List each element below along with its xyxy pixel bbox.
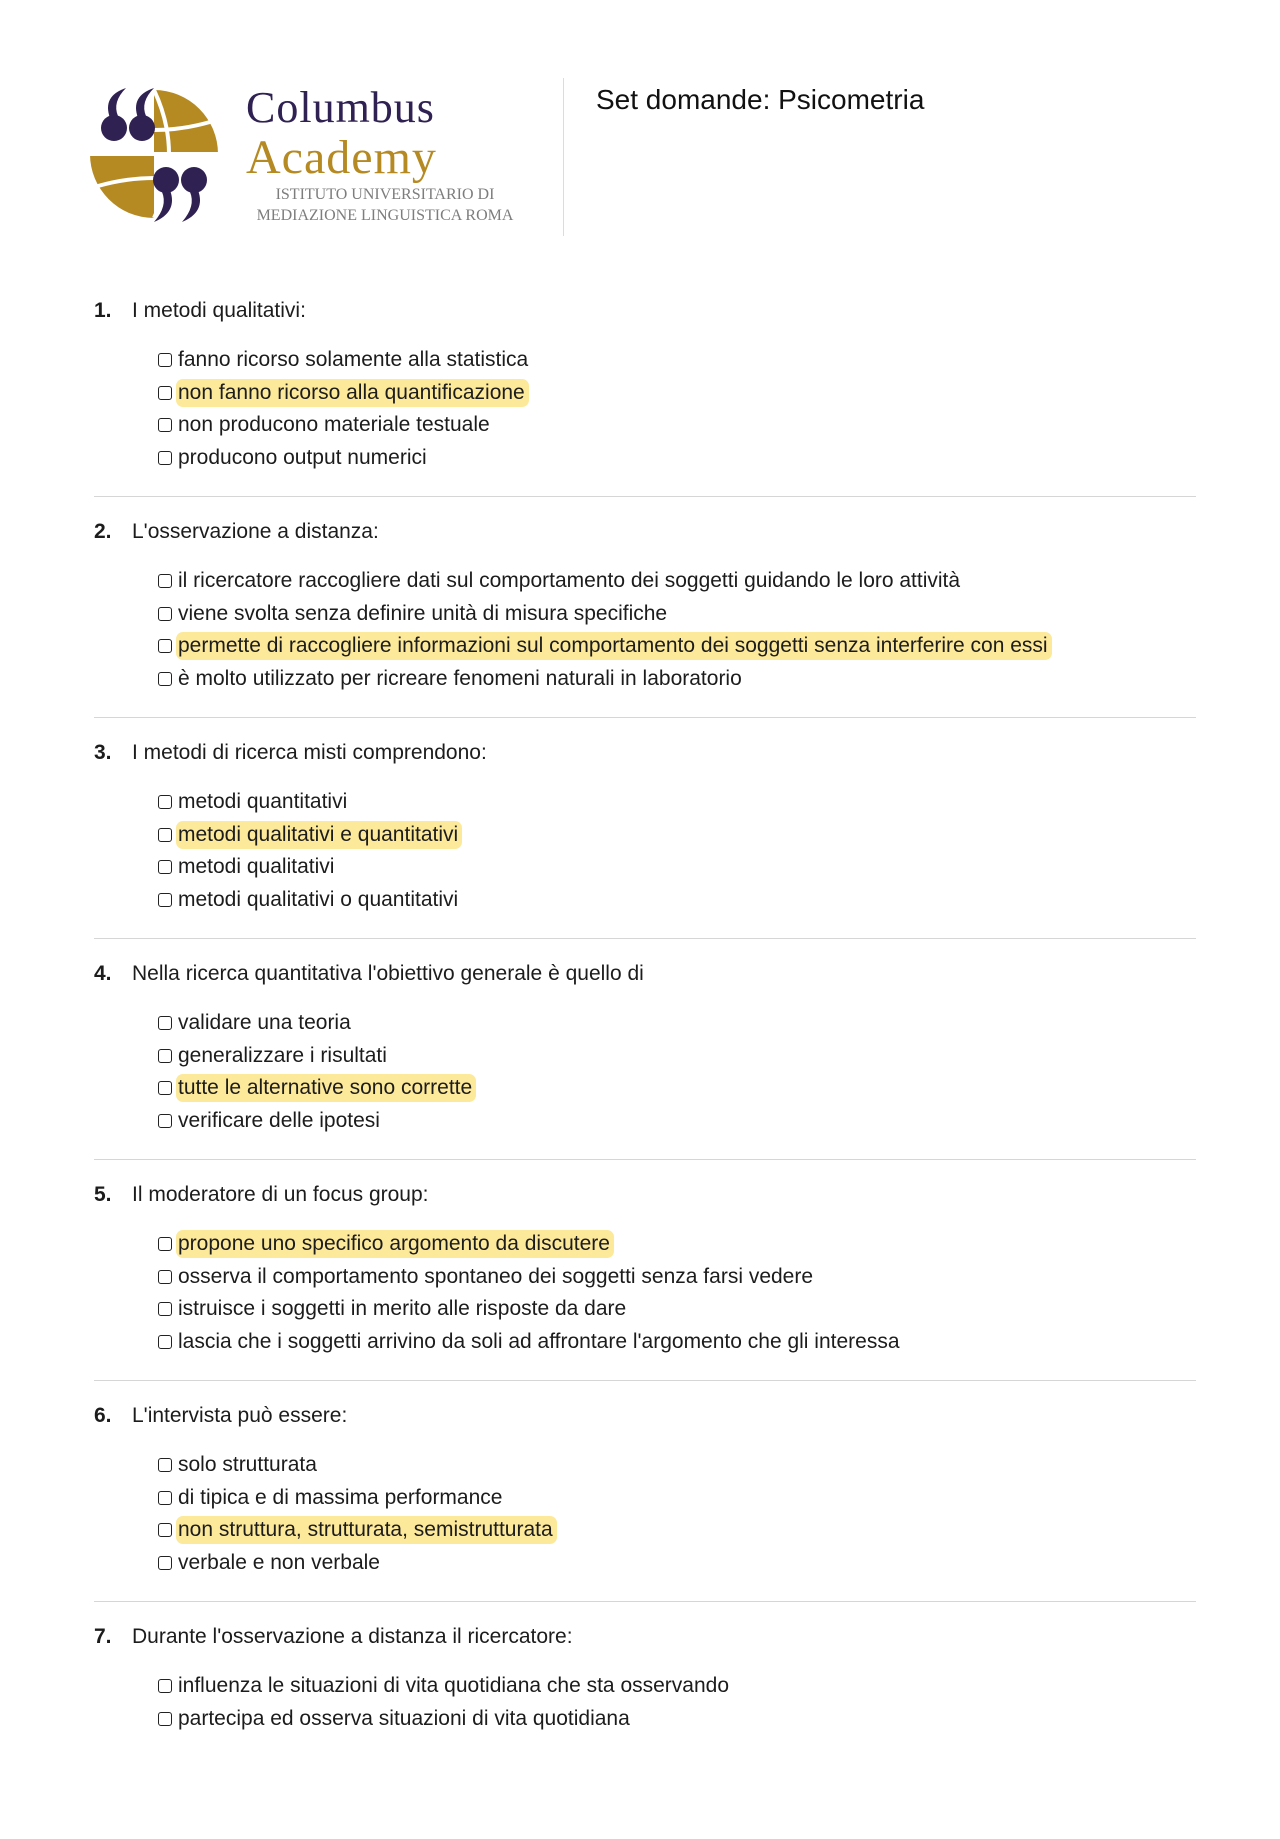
answer-option[interactable] bbox=[158, 819, 462, 852]
answer-option[interactable] bbox=[158, 1670, 733, 1703]
question-text: L'osservazione a distanza: bbox=[132, 520, 379, 543]
checkbox-icon[interactable] bbox=[158, 639, 172, 653]
question-heading bbox=[94, 296, 306, 326]
logo-subtitle-line1: ISTITUTO UNIVERSITARIO DI bbox=[275, 186, 495, 203]
logo-subtitle-line2: MEDIAZIONE LINGUISTICA ROMA bbox=[256, 207, 514, 224]
question-number: 4. bbox=[94, 962, 112, 985]
checkbox-icon[interactable] bbox=[158, 1523, 172, 1537]
checkbox-icon[interactable] bbox=[158, 1556, 172, 1570]
answer-option-text: il ricercatore raccogliere dati sul comportamento dei soggetti guidando le loro attività bbox=[178, 569, 961, 593]
question-separator bbox=[94, 1380, 1196, 1381]
checkbox-icon[interactable] bbox=[158, 828, 172, 842]
answer-option-text: partecipa ed osserva situazioni di vita quotidiana bbox=[178, 1706, 630, 1730]
answer-option-text-highlighted: permette di raccogliere informazioni sul comportamento dei soggetti senza interferire con essi bbox=[176, 632, 1052, 660]
question-number: 6. bbox=[94, 1404, 112, 1427]
answer-option-text-highlighted: metodi qualitativi e quantitativi bbox=[176, 821, 462, 849]
answer-option[interactable] bbox=[158, 851, 462, 884]
answer-option[interactable] bbox=[158, 1105, 476, 1138]
answer-option-text: lascia che i soggetti arrivino da soli ad affrontare l'argomento che gli interessa bbox=[178, 1329, 900, 1353]
checkbox-icon[interactable] bbox=[158, 860, 172, 874]
answer-option[interactable] bbox=[158, 598, 1052, 631]
question-list bbox=[94, 292, 1196, 1839]
checkbox-icon[interactable] bbox=[158, 386, 172, 400]
checkbox-icon[interactable] bbox=[158, 1016, 172, 1030]
answer-option-text: istruisce i soggetti in merito alle risposte da dare bbox=[178, 1297, 627, 1321]
checkbox-icon[interactable] bbox=[158, 672, 172, 686]
checkbox-icon[interactable] bbox=[158, 451, 172, 465]
checkbox-icon[interactable] bbox=[158, 418, 172, 432]
question-block bbox=[94, 1397, 1196, 1618]
checkbox-icon[interactable] bbox=[158, 1712, 172, 1726]
answer-option-text: validare una teoria bbox=[178, 1011, 351, 1035]
question-text: Durante l'osservazione a distanza il ricercatore: bbox=[132, 1625, 573, 1648]
header-divider bbox=[563, 78, 564, 236]
answer-option[interactable] bbox=[158, 663, 1052, 696]
answer-option[interactable] bbox=[158, 565, 1052, 598]
question-heading bbox=[94, 959, 644, 989]
answer-option-text-highlighted: non struttura, strutturata, semistrutturata bbox=[176, 1516, 557, 1544]
answer-option[interactable] bbox=[158, 1228, 904, 1261]
answer-option[interactable] bbox=[158, 409, 532, 442]
checkbox-icon[interactable] bbox=[158, 1302, 172, 1316]
page-title: Set domande: Psicometria bbox=[596, 84, 925, 115]
answer-option[interactable] bbox=[158, 630, 1052, 663]
answer-option-text: influenza le situazioni di vita quotidiana che sta osservando bbox=[178, 1674, 730, 1698]
checkbox-icon[interactable] bbox=[158, 1335, 172, 1349]
columbus-academy-logo bbox=[84, 82, 524, 232]
question-text: Nella ricerca quantitativa l'obiettivo generale è quello di bbox=[132, 962, 644, 985]
answer-option-text: producono output numerici bbox=[178, 445, 427, 469]
logo-name-line2: Academy bbox=[246, 131, 437, 184]
question-heading bbox=[94, 517, 379, 547]
page-header bbox=[0, 0, 1280, 250]
answer-option-text: fanno ricorso solamente alla statistica bbox=[178, 348, 529, 372]
checkbox-icon[interactable] bbox=[158, 1458, 172, 1472]
question-heading bbox=[94, 1401, 347, 1431]
globe-quote-logo-icon bbox=[84, 82, 224, 227]
answer-options bbox=[158, 1228, 904, 1358]
question-separator bbox=[94, 496, 1196, 497]
answer-option-text: metodi qualitativi o quantitativi bbox=[178, 887, 459, 911]
question-number: 5. bbox=[94, 1183, 112, 1206]
question-heading bbox=[94, 1622, 573, 1652]
answer-option-text-highlighted: propone uno specifico argomento da discutere bbox=[176, 1230, 614, 1258]
answer-option[interactable] bbox=[158, 1261, 904, 1294]
logo-subtitle bbox=[240, 184, 530, 226]
answer-option[interactable] bbox=[158, 1482, 557, 1515]
answer-options bbox=[158, 1007, 476, 1137]
question-block bbox=[94, 513, 1196, 734]
answer-option[interactable] bbox=[158, 344, 532, 377]
answer-options bbox=[158, 1670, 733, 1735]
checkbox-icon[interactable] bbox=[158, 353, 172, 367]
question-number: 3. bbox=[94, 741, 112, 764]
question-text: Il moderatore di un focus group: bbox=[132, 1183, 429, 1206]
answer-options bbox=[158, 344, 532, 474]
answer-options bbox=[158, 786, 462, 916]
checkbox-icon[interactable] bbox=[158, 1491, 172, 1505]
checkbox-icon[interactable] bbox=[158, 574, 172, 588]
answer-option[interactable] bbox=[158, 1326, 904, 1359]
checkbox-icon[interactable] bbox=[158, 893, 172, 907]
question-number: 7. bbox=[94, 1625, 112, 1648]
checkbox-icon[interactable] bbox=[158, 1114, 172, 1128]
answer-option[interactable] bbox=[158, 1007, 476, 1040]
answer-option[interactable] bbox=[158, 1293, 904, 1326]
answer-option[interactable] bbox=[158, 884, 462, 917]
answer-option[interactable] bbox=[158, 1449, 557, 1482]
answer-option-text: è molto utilizzato per ricreare fenomeni naturali in laboratorio bbox=[178, 666, 742, 690]
question-block bbox=[94, 292, 1196, 513]
checkbox-icon[interactable] bbox=[158, 1049, 172, 1063]
checkbox-icon[interactable] bbox=[158, 1270, 172, 1284]
answer-option-text: metodi qualitativi bbox=[178, 855, 335, 879]
answer-option[interactable] bbox=[158, 1703, 733, 1736]
answer-option-text: di tipica e di massima performance bbox=[178, 1485, 503, 1509]
question-separator bbox=[94, 1601, 1196, 1602]
answer-option-text: viene svolta senza definire unità di misura specifiche bbox=[178, 601, 668, 625]
question-separator bbox=[94, 938, 1196, 939]
checkbox-icon[interactable] bbox=[158, 607, 172, 621]
checkbox-icon[interactable] bbox=[158, 1081, 172, 1095]
answer-option-text-highlighted: non fanno ricorso alla quantificazione bbox=[176, 379, 529, 407]
question-separator bbox=[94, 1159, 1196, 1160]
checkbox-icon[interactable] bbox=[158, 1679, 172, 1693]
question-heading bbox=[94, 1180, 429, 1210]
logo-name-line1: Columbus bbox=[246, 83, 435, 132]
question-text: L'intervista può essere: bbox=[132, 1404, 348, 1427]
question-text: I metodi qualitativi: bbox=[132, 299, 306, 322]
checkbox-icon[interactable] bbox=[158, 1237, 172, 1251]
question-heading bbox=[94, 738, 487, 768]
answer-option[interactable] bbox=[158, 442, 532, 475]
answer-option-text-highlighted: tutte le alternative sono corrette bbox=[176, 1074, 476, 1102]
answer-option[interactable] bbox=[158, 1040, 476, 1073]
answer-option-text: verificare delle ipotesi bbox=[178, 1108, 380, 1132]
answer-option-text: osserva il comportamento spontaneo dei soggetti senza farsi vedere bbox=[178, 1264, 814, 1288]
answer-option-text: solo strutturata bbox=[178, 1453, 317, 1477]
question-separator bbox=[94, 717, 1196, 718]
answer-options bbox=[158, 565, 1052, 695]
question-number: 2. bbox=[94, 520, 112, 543]
answer-option-text: non producono materiale testuale bbox=[178, 413, 490, 437]
answer-option[interactable] bbox=[158, 1547, 557, 1580]
question-block bbox=[94, 734, 1196, 955]
checkbox-icon[interactable] bbox=[158, 795, 172, 809]
answer-option[interactable] bbox=[158, 1514, 557, 1547]
answer-option-text: metodi quantitativi bbox=[178, 790, 348, 814]
answer-option-text: generalizzare i risultati bbox=[178, 1043, 387, 1067]
question-text: I metodi di ricerca misti comprendono: bbox=[132, 741, 487, 764]
question-number: 1. bbox=[94, 299, 112, 322]
answer-option[interactable] bbox=[158, 786, 462, 819]
answer-option[interactable] bbox=[158, 1072, 476, 1105]
question-block bbox=[94, 955, 1196, 1176]
question-block bbox=[94, 1176, 1196, 1397]
answer-options bbox=[158, 1449, 557, 1579]
question-block bbox=[94, 1618, 1196, 1839]
answer-option[interactable] bbox=[158, 377, 532, 410]
answer-option-text: verbale e non verbale bbox=[178, 1550, 380, 1574]
